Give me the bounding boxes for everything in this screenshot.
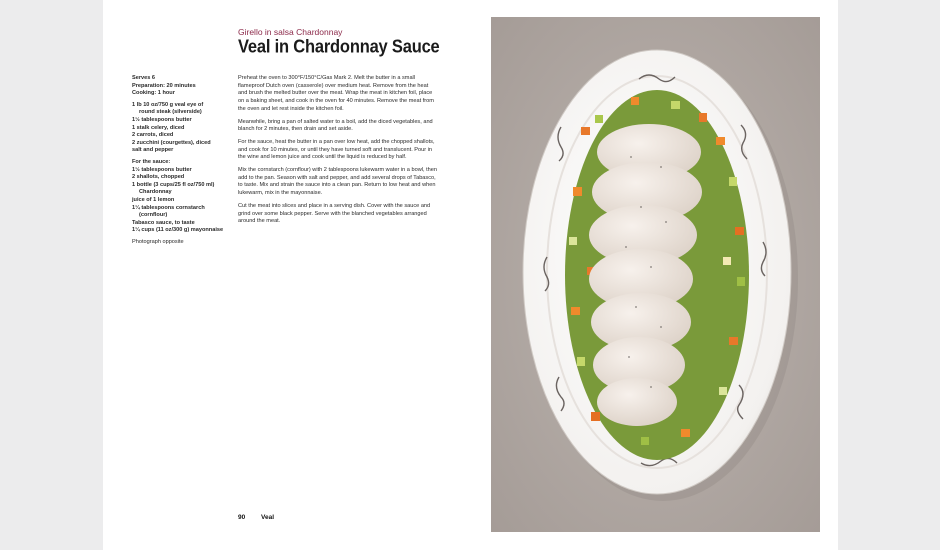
method-text — [238, 75, 438, 231]
method-paragraph: Mix the cornstarch (cornflour) with 2 tablespoons lukewarm water in a bowl, then add to the pan. Season with salt and pepper, and add several drops of Tabasco, to taste. Mix and strain the sauce into a clean pan. Return to low heat and when lukewarm, mix in the mayonnaise. — [238, 167, 437, 197]
sauce-heading: For the sauce: — [132, 158, 171, 165]
ingredient-line: 2 zucchini (courgettes), diced — [132, 139, 211, 146]
page-number: 90 — [238, 514, 246, 521]
method-paragraph: Cut the meat into slices and place in a serving dish. Cover with the sauce and grind over some black pepper. Serve with the blanched vegetables arranged around the meat. — [238, 202, 431, 225]
photo-note: Photograph opposite — [132, 238, 184, 245]
ingredients-sidebar — [132, 75, 232, 246]
ingredient-line: 1½ tablespoons butter — [132, 116, 192, 123]
sauce-ingredient-line: 2 shallots, chopped — [132, 174, 185, 181]
ingredient-line: 1 stalk celery, diced — [132, 124, 185, 131]
sauce-ingredient-line: juice of 1 lemon — [132, 196, 175, 203]
method-paragraph: For the sauce, heat the butter in a pan over low heat, add the chopped shallots, and cook for 10 minutes, or until they have turned soft and translucent. Pour in the wine and lemon juice and cook until the liquid is reduced by half. — [238, 138, 435, 161]
sauce-ingredient-line: Chardonnay — [139, 189, 172, 196]
ingredient-line: round steak (silverside) — [139, 109, 202, 116]
sauce-ingredient-line: (cornflour) — [139, 212, 168, 219]
sauce-ingredient-line: 1¼ tablespoons cornstarch — [132, 204, 205, 211]
sauce-ingredient-line: 1 bottle (3 cups/25 fl oz/750 ml) — [132, 181, 215, 188]
recipe-italian-name: Girello in salsa Chardonnay — [238, 27, 343, 37]
method-paragraph: Meanwhile, bring a pan of salted water to a boil, add the diced vegetables, and blanch for 2 minutes, then drain and set aside. — [238, 118, 433, 133]
serves-text: Serves 6 — [132, 75, 156, 81]
ingredient-line: 1 lb 10 oz/750 g veal eye of — [132, 101, 204, 108]
ingredient-line: salt and pepper — [132, 147, 174, 154]
section-name: Veal — [261, 514, 275, 521]
sauce-ingredient-line: 1½ tablespoons butter — [132, 166, 192, 173]
cooking-time: Cooking: 1 hour — [132, 90, 175, 97]
sauce-ingredient-line: 1¼ cups (11 oz/300 g) mayonnaise — [132, 227, 224, 234]
method-paragraph: Preheat the oven to 300°F/150°C/Gas Mark 2. Melt the butter in a small flameproof Dutch oven (casserole) over medium heat. Remove from the heat and brush the melted butter over the meat. Wrap the meat in kitchen foil, place on a baking sheet, and cook in the oven for 40 minutes. Remove the meat from the oven and let rest inside the kitchen foil. — [238, 75, 434, 112]
recipe-title: Veal in Chardonnay Sauce — [238, 37, 440, 57]
ingredient-line: 2 carrots, diced — [132, 132, 174, 139]
dish-photograph — [491, 17, 820, 532]
preparation-time: Preparation: 20 minutes — [132, 82, 196, 89]
sauce-ingredient-line: Tabasco sauce, to taste — [132, 219, 195, 226]
